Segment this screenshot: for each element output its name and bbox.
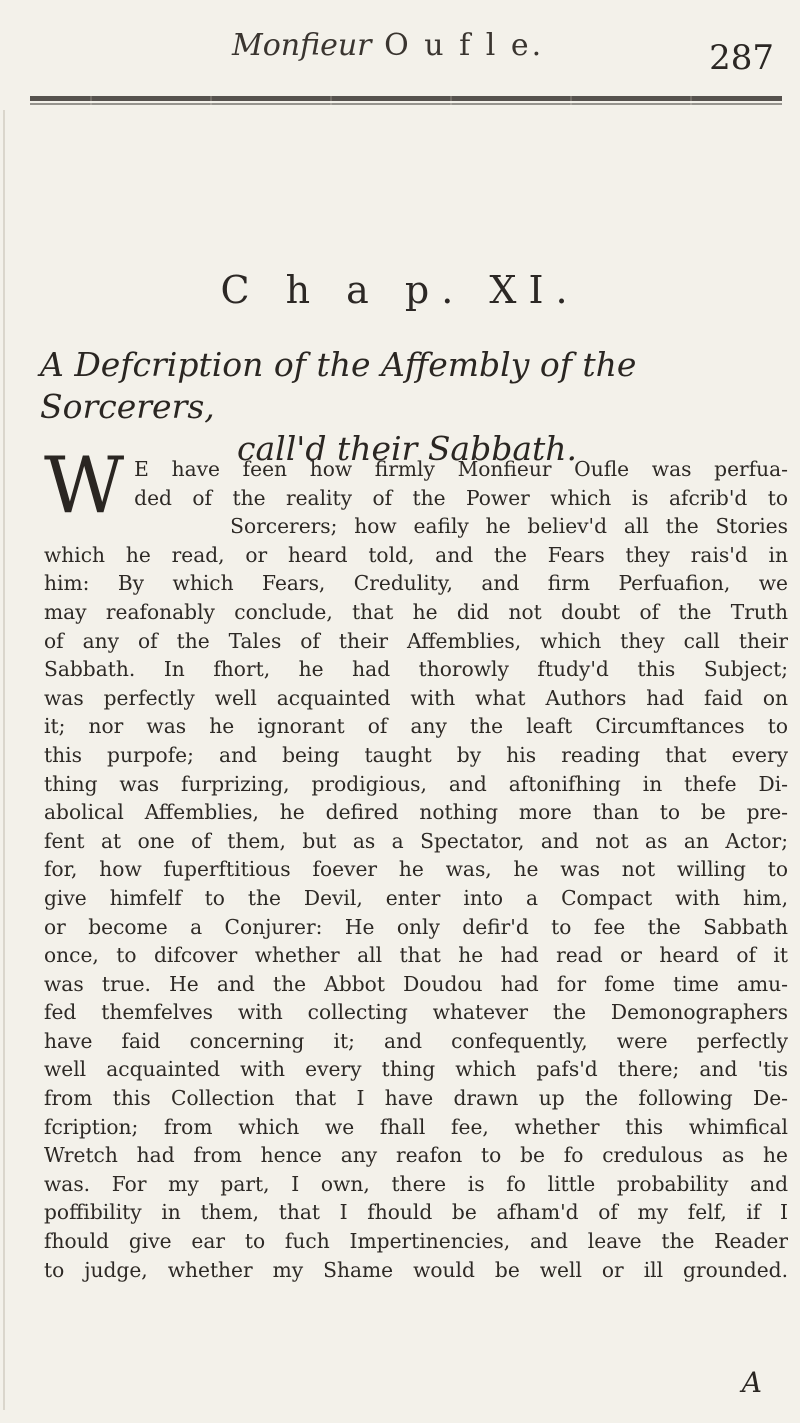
body-line: thing was furprizing, prodigious, and aftonifhing in thefe Di-: [44, 771, 788, 796]
chapter-subtitle: [40, 344, 780, 470]
running-head-title-roman: O u f l e.: [384, 28, 545, 63]
body-line: have faid concerning it; and confequently, were perfectly: [44, 1028, 788, 1053]
body-line: E have feen how firmly Monfieur Oufle was perfua-: [134, 457, 788, 481]
body-line: fhould give ear to fuch Impertinencies, and leave the Reader: [44, 1229, 788, 1254]
header-rule-secondary: [30, 103, 782, 105]
chapter-heading: [0, 268, 800, 312]
chapter-label: C h a p.: [220, 268, 466, 312]
body-line: fent at one of them, but as a Spectator, and not as an Actor;: [44, 828, 788, 853]
body-line: was true. He and the Abbot Doudou had for fome time amu-: [44, 971, 788, 996]
body-line: abolical Affemblies, he defired nothing more than to be pre-: [44, 800, 788, 825]
subtitle-line-2: call'd their Sabbath.: [237, 429, 578, 468]
body-line: of any of the Tales of their Affemblies, which they call their: [44, 628, 788, 653]
running-head: [0, 20, 800, 78]
body-line: this purpofe; and being taught by his reading that every: [44, 742, 788, 767]
body-line: fcription; from which we fhall fee, whether this whimfical: [44, 1114, 788, 1139]
body-line: from this Collection that I have drawn up the following De-: [44, 1086, 788, 1111]
body-line: Sorcerers; how eafily he believ'd all the Stories: [230, 514, 788, 539]
body-line: Sabbath. In fhort, he had thorowly ftudy'd this Subject;: [44, 657, 788, 682]
running-head-title-italic: Monfieur: [232, 28, 372, 63]
body-line: or become a Conjurer: He only defir'd to fee the Sabbath: [44, 914, 788, 939]
body-line: may reafonably conclude, that he did not doubt of the Truth: [44, 599, 788, 624]
body-line: Wretch had from hence any reafon to be fo credulous as he: [44, 1143, 788, 1168]
running-head-title: [232, 28, 544, 63]
page-number: 287: [709, 38, 774, 78]
body-line: to judge, whether my Shame would be well or ill grounded.: [44, 1257, 788, 1282]
catchword: A: [741, 1366, 762, 1399]
body-lines: [44, 455, 788, 1284]
body-line: give himfelf to the Devil, enter into a Compact with him,: [44, 885, 788, 910]
body-line: was. For my part, I own, there is fo little probability and: [44, 1171, 788, 1196]
body-line: once, to difcover whether all that he had read or heard of it: [44, 943, 788, 968]
header-rule: [30, 96, 782, 101]
subtitle-line-1: A Defcription of the Affembly of the Sorcerers,: [40, 345, 637, 426]
drop-cap: W: [44, 441, 125, 531]
body-line: fed themfelves with collecting whatever the Demonographers: [44, 1000, 788, 1025]
body-line: which he read, or heard told, and the Fears they rais'd in: [44, 542, 788, 567]
body-line: for, how fuperftitious foever he was, he was not willing to: [44, 857, 788, 882]
body-line: was perfectly well acquainted with what Authors had faid on: [44, 685, 788, 710]
chapter-number: XI.: [489, 268, 580, 312]
body-line: him: By which Fears, Credulity, and firm Perfuafion, we: [44, 571, 788, 596]
body-line: well acquainted with every thing which pafs'd there; and 'tis: [44, 1057, 788, 1082]
body-line: ded of the reality of the Power which is afcrib'd to: [134, 485, 788, 510]
body-line: it; nor was he ignorant of any the leaft Circumftances to: [44, 714, 788, 739]
body-line: poffibility in them, that I fhould be afham'd of my felf, if I: [44, 1200, 788, 1225]
